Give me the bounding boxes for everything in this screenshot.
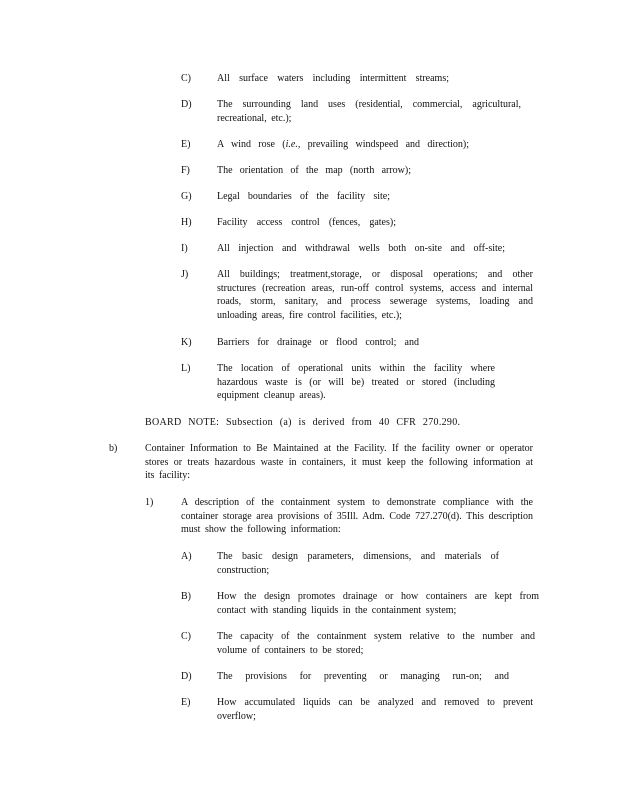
sub-item bbox=[0, 670, 618, 686]
sub-item-label: E) bbox=[181, 697, 191, 708]
sub-item-text: How the design promotes drainage or how containers are kept from contact with standing liquids in the containment system; bbox=[217, 591, 539, 616]
sub-item-text: How accumulated liquids can be analyzed and removed to prevent overflow; bbox=[217, 697, 533, 722]
list-item bbox=[0, 362, 618, 406]
item-text: All surface waters including intermittent streams; bbox=[217, 73, 449, 84]
item-text: Facility access control (fences, gates); bbox=[217, 217, 396, 228]
item-label: E) bbox=[181, 139, 191, 150]
list-item bbox=[0, 72, 618, 88]
item-text: All injection and withdrawal wells both on-site and off-site; bbox=[217, 243, 505, 254]
ie-italic: i.e., bbox=[285, 139, 301, 150]
item-text: The orientation of the map (north arrow); bbox=[217, 165, 411, 176]
sub-item bbox=[0, 550, 618, 580]
list-item bbox=[0, 216, 618, 232]
board-note: BOARD NOTE: Subsection (a) is derived from 40 CFR 270.290. bbox=[145, 417, 461, 428]
item-label: C) bbox=[181, 73, 191, 84]
list-item bbox=[0, 138, 618, 154]
list-item bbox=[0, 268, 618, 326]
item-label: K) bbox=[181, 337, 192, 348]
item-text: Legal boundaries of the facility site; bbox=[217, 191, 390, 202]
item-text: A description of the containment system to demonstrate compliance with the container storage area provisions of 35Ill. Adm. Code 727.270(d). This description must show the following information: bbox=[181, 497, 533, 536]
sub-item-label: C) bbox=[181, 631, 191, 642]
item-1 bbox=[0, 496, 618, 540]
section-b bbox=[0, 442, 618, 486]
item-label: F) bbox=[181, 165, 190, 176]
section-label: b) bbox=[109, 443, 118, 454]
list-item bbox=[0, 98, 618, 128]
list-item bbox=[0, 242, 618, 258]
sub-item-label: D) bbox=[181, 671, 192, 682]
list-item bbox=[0, 164, 618, 180]
item-text: Barriers for drainage or flood control; and bbox=[217, 337, 419, 348]
item-text: The surrounding land uses (residential, commercial, agricultural, recreational, etc.); bbox=[217, 99, 521, 124]
list-item bbox=[0, 336, 618, 352]
item-label: J) bbox=[181, 269, 189, 280]
item-text: A wind rose (i.e., prevailing windspeed and direction); bbox=[217, 139, 469, 150]
item-label: 1) bbox=[145, 497, 154, 508]
item-label: I) bbox=[181, 243, 188, 254]
item-label: D) bbox=[181, 99, 192, 110]
sub-item-text: The capacity of the containment system relative to the number and volume of containers to be stored; bbox=[217, 631, 535, 656]
item-text: The location of operational units within the facility where hazardous waste is (or will be) treated or stored (including equipment cleanup areas). bbox=[217, 363, 495, 402]
section-text: Container Information to Be Maintained at the Facility. If the facility owner or operator stores or treats hazardous waste in containers, it must keep the following information at its facility: bbox=[145, 443, 533, 482]
item-label: H) bbox=[181, 217, 192, 228]
sub-item bbox=[0, 696, 618, 726]
sub-item bbox=[0, 630, 618, 660]
item-text: All buildings; treatment,storage, or disposal operations; and other structures (recreation areas, run-off control systems, access and internal roads, storm, sanitary, and process sewerage systems, loading and unloading areas, fire control facilities, etc.); bbox=[217, 269, 533, 321]
sub-item-label: A) bbox=[181, 551, 192, 562]
sub-item bbox=[0, 590, 618, 620]
sub-item-label: B) bbox=[181, 591, 191, 602]
sub-item-text: The basic design parameters, dimensions, and materials of construction; bbox=[217, 551, 499, 576]
sub-item-text: The provisions for preventing or managing run-on; and bbox=[217, 671, 509, 682]
list-item bbox=[0, 190, 618, 206]
item-label: G) bbox=[181, 191, 192, 202]
item-label: L) bbox=[181, 363, 191, 374]
